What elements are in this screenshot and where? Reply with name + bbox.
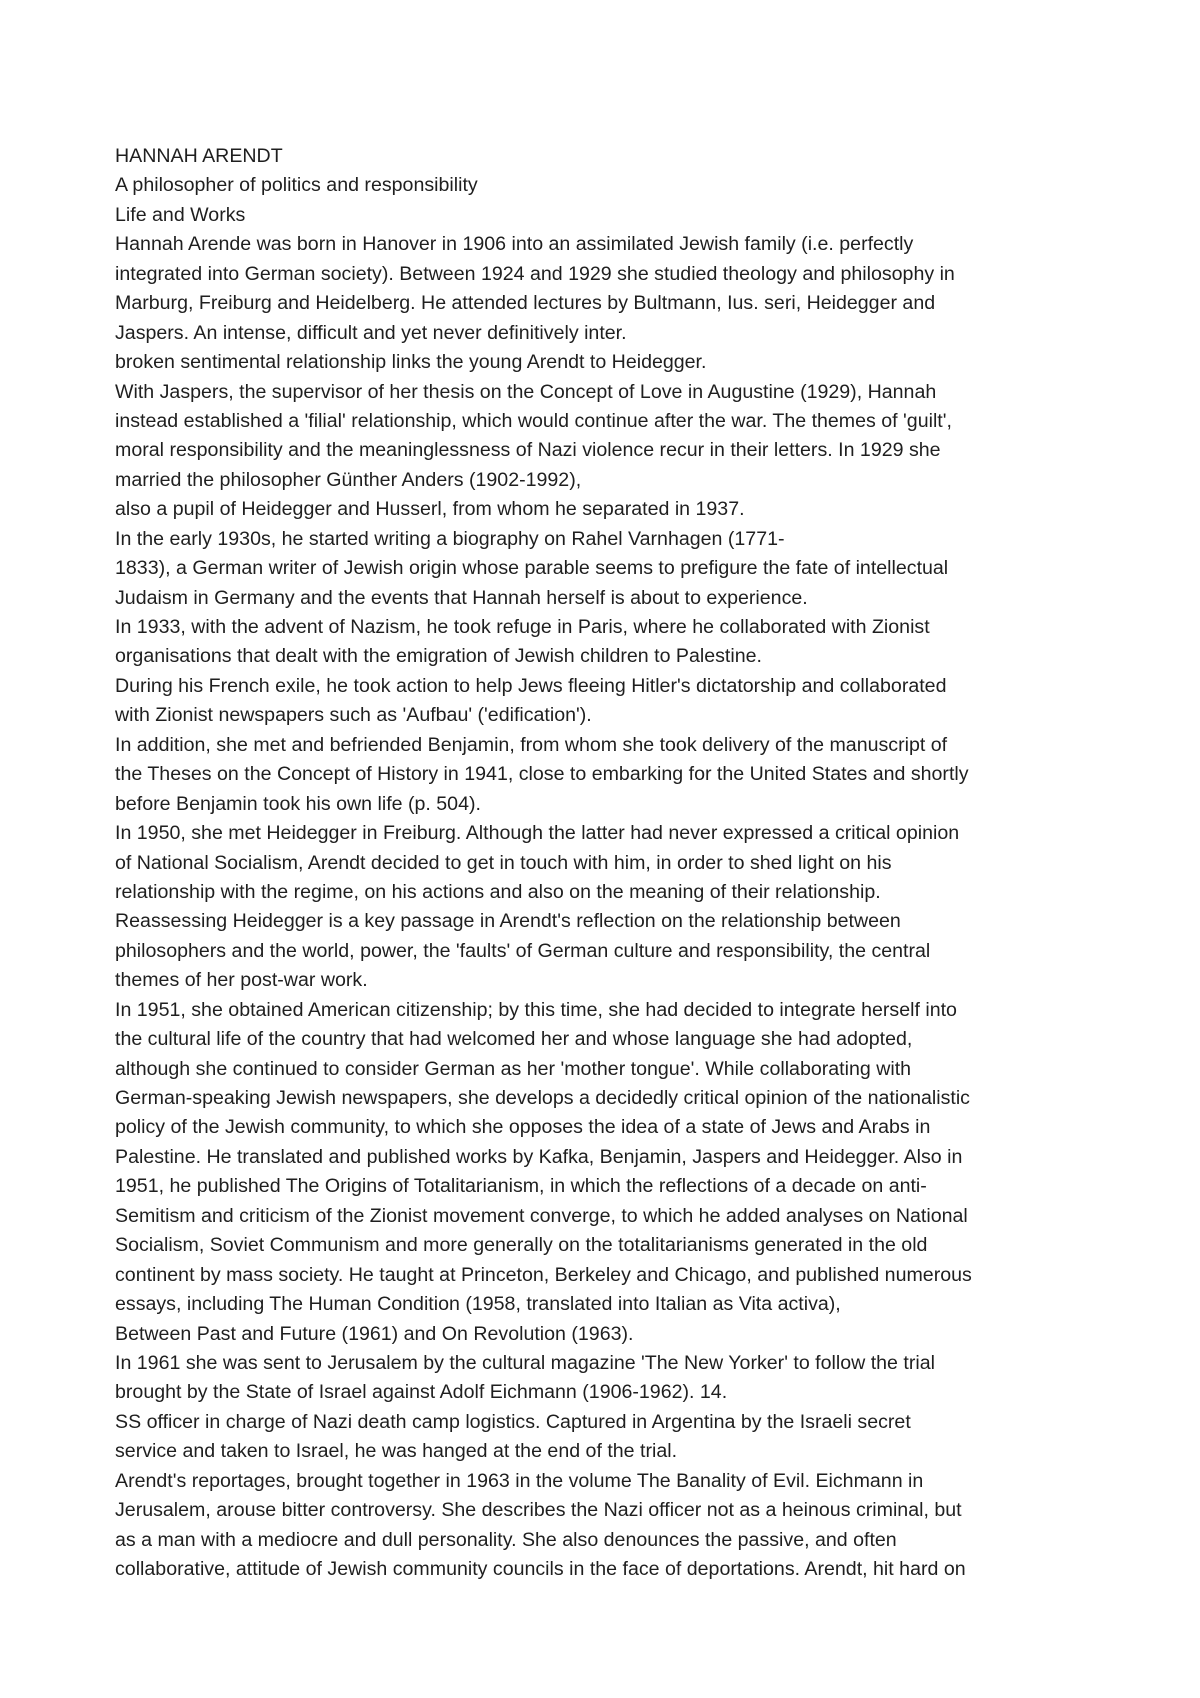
text-line: In 1933, with the advent of Nazism, he took refuge in Paris, where he collaborated with Zionist [115, 616, 930, 638]
text-line: Between Past and Future (1961) and On Revolution (1963). [115, 1322, 634, 1345]
text-line: Socialism, Soviet Communism and more generally on the totalitarianisms generated in the old [115, 1234, 928, 1257]
text-line: organisations that dealt with the emigration of Jewish children to Palestine. [115, 645, 762, 668]
text-line: integrated into German society). Between 1924 and 1929 she studied theology and philosophy in [115, 262, 955, 285]
text-line: Hannah Arende was born in Hanover in 1906 into an assimilated Jewish family (i.e. perfectly [115, 233, 914, 256]
document-body [115, 142, 1115, 1584]
document-title: HANNAH ARENDT [115, 145, 283, 167]
text-line: In 1950, she met Heidegger in Freiburg. Although the latter had never expressed a critical opinion [115, 822, 960, 845]
text-line: Palestine. He translated and published works by Kafka, Benjamin, Jaspers and Heidegger. Also in [115, 1145, 963, 1168]
text-line: In 1951, she obtained American citizenship; by this time, she had decided to integrate herself into [115, 998, 957, 1021]
text-line: also a pupil of Heidegger and Husserl, from whom he separated in 1937. [115, 498, 745, 521]
text-line: the cultural life of the country that had welcomed her and whose language she had adopted, [115, 1028, 913, 1051]
text-line: themes of her post-war work. [115, 969, 368, 992]
text-line: continent by mass society. He taught at Princeton, Berkeley and Chicago, and published numerous [115, 1263, 972, 1286]
text-line: During his French exile, he took action to help Jews fleeing Hitler's dictatorship and collaborated [115, 674, 947, 697]
text-line: Semitism and criticism of the Zionist movement converge, to which he added analyses on National [115, 1204, 968, 1227]
text-line: brought by the State of Israel against Adolf Eichmann (1906-1962). 14. [115, 1381, 728, 1404]
text-line: philosophers and the world, power, the 'faults' of German culture and responsibility, the central [115, 939, 931, 962]
text-line: collaborative, attitude of Jewish community councils in the face of deportations. Arendt, hit hard on [115, 1558, 966, 1580]
text-line: Jerusalem, arouse bitter controversy. She describes the Nazi officer not as a heinous criminal, but [115, 1499, 962, 1522]
text-line: of National Socialism, Arendt decided to get in touch with him, in order to shed light on his [115, 851, 892, 874]
text-line: as a man with a mediocre and dull personality. She also denounces the passive, and often [115, 1528, 897, 1551]
text-line: policy of the Jewish community, to which she opposes the idea of a state of Jews and Arabs in [115, 1116, 931, 1139]
text-line: moral responsibility and the meaninglessness of Nazi violence recur in their letters. In 1929 she [115, 439, 941, 462]
text-line: before Benjamin took his own life (p. 504). [115, 792, 481, 815]
text-line: relationship with the regime, on his actions and also on the meaning of their relationship. [115, 880, 881, 903]
text-line: although she continued to consider German as her 'mother tongue'. While collaborating with [115, 1057, 912, 1080]
text-line: Reassessing Heidegger is a key passage in Arendt's reflection on the relationship between [115, 910, 901, 933]
body-text [115, 230, 1115, 1584]
text-line: 1951, he published The Origins of Totalitarianism, in which the reflections of a decade on anti- [115, 1175, 927, 1198]
text-line: service and taken to Israel, he was hanged at the end of the trial. [115, 1440, 678, 1463]
text-line: German-speaking Jewish newspapers, she develops a decidedly critical opinion of the nationalistic [115, 1087, 970, 1109]
text-line: With Jaspers, the supervisor of her thesis on the Concept of Love in Augustine (1929), Hannah [115, 380, 937, 403]
text-line: 1833), a German writer of Jewish origin whose parable seems to prefigure the fate of intellectual [115, 557, 949, 580]
text-line: broken sentimental relationship links the young Arendt to Heidegger. [115, 351, 707, 374]
text-line: Arendt's reportages, brought together in 1963 in the volume The Banality of Evil. Eichmann in [115, 1469, 924, 1492]
text-line: SS officer in charge of Nazi death camp logistics. Captured in Argentina by the Israeli secret [115, 1410, 911, 1433]
text-line: Judaism in Germany and the events that Hannah herself is about to experience. [115, 586, 808, 609]
text-line: married the philosopher Günther Anders (1902-1992), [115, 468, 582, 491]
text-line: with Zionist newspapers such as 'Aufbau' ('edification'). [115, 704, 592, 727]
text-line: essays, including The Human Condition (1958, translated into Italian as Vita activa), [115, 1293, 841, 1316]
text-line: the Theses on the Concept of History in 1941, close to embarking for the United States and shortly [115, 763, 969, 786]
text-line: In addition, she met and befriended Benjamin, from whom she took delivery of the manuscript of [115, 733, 948, 756]
text-line: instead established a 'filial' relationship, which would continue after the war. The themes of 'guilt', [115, 409, 952, 432]
text-line: Marburg, Freiburg and Heidelberg. He attended lectures by Bultmann, Ius. seri, Heidegger and [115, 292, 936, 315]
text-line: In 1961 she was sent to Jerusalem by the cultural magazine 'The New Yorker' to follow the trial [115, 1351, 935, 1374]
text-line: In the early 1930s, he started writing a biography on Rahel Varnhagen (1771- [115, 527, 785, 550]
section-heading: Life and Works [115, 203, 246, 226]
document-subtitle: A philosopher of politics and responsibility [115, 174, 478, 197]
text-line: Jaspers. An intense, difficult and yet never definitively inter. [115, 321, 627, 344]
